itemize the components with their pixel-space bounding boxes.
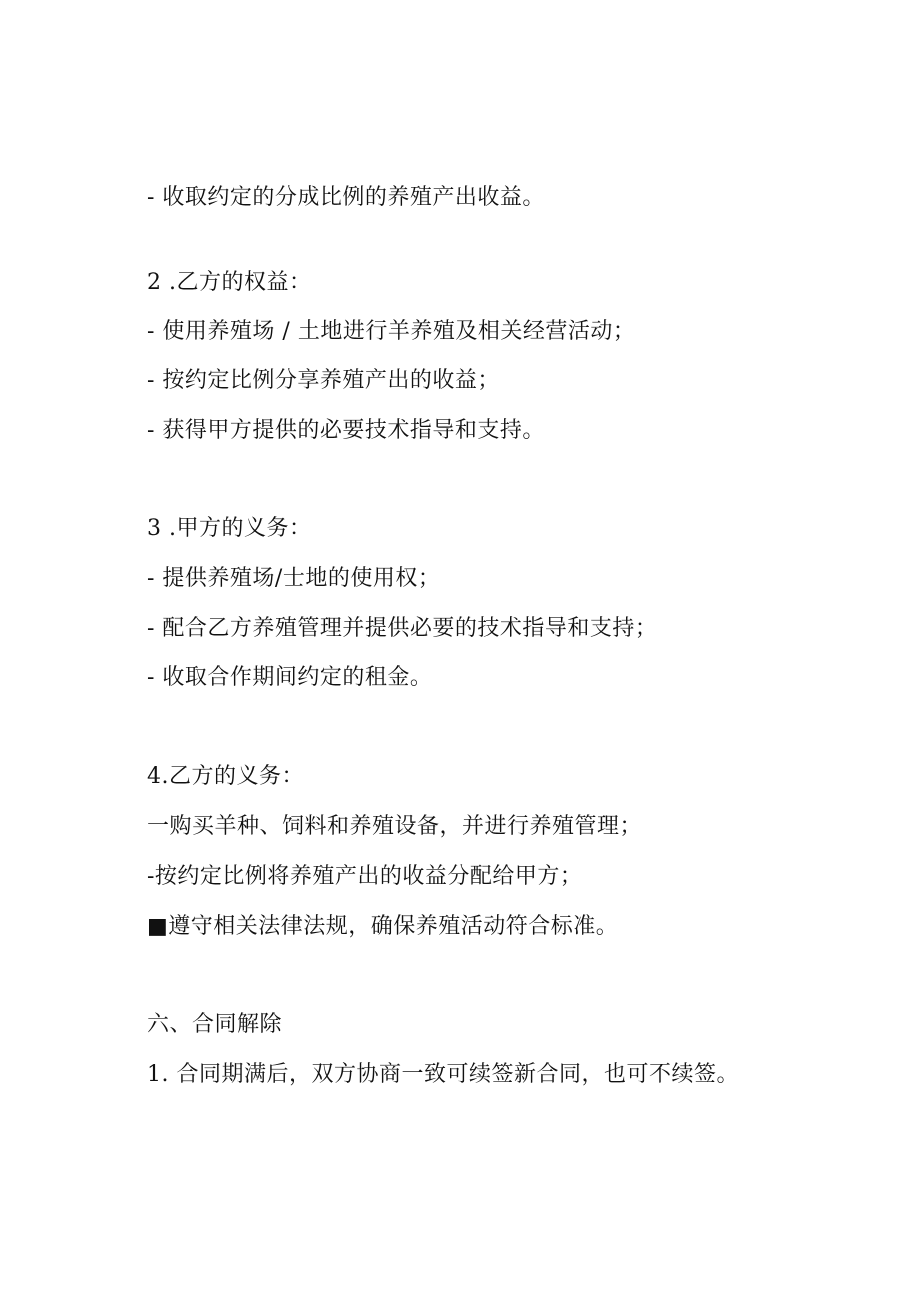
section-heading: 2 .乙方的权益：	[147, 270, 312, 295]
text-line: - 提供养殖场/士地的使用权；	[147, 566, 441, 591]
text-line: -按约定比例将养殖产出的收益分配给甲方；	[147, 864, 583, 889]
text-line: - 获得甲方提供的必要技术指导和支持。	[147, 418, 545, 443]
text-line: - 收取约定的分成比例的养殖产出收益。	[147, 185, 545, 210]
text-line: - 按约定比例分享养殖产出的收益；	[147, 368, 500, 393]
chapter-heading: 六、合同解除	[147, 1012, 283, 1037]
text-line: ■遵守相关法律法规，确保养殖活动符合标准。	[147, 914, 619, 939]
section-heading: 4.乙方的义务：	[147, 764, 304, 789]
text-line: - 使用养殖场 / 土地进行羊养殖及相关经营活动；	[147, 319, 636, 344]
text-line: 1. 合同期满后，双方协商一致可续签新合同，也可不续签。	[147, 1062, 739, 1087]
text-line: 一购买羊种、饲料和养殖设备，并进行养殖管理；	[147, 814, 643, 839]
section-heading: 3 .甲方的义务：	[147, 516, 312, 541]
text-line: - 收取合作期间约定的租金。	[147, 665, 433, 690]
text-line: - 配合乙方养殖管理并提供必要的技术指导和支持；	[147, 616, 658, 641]
